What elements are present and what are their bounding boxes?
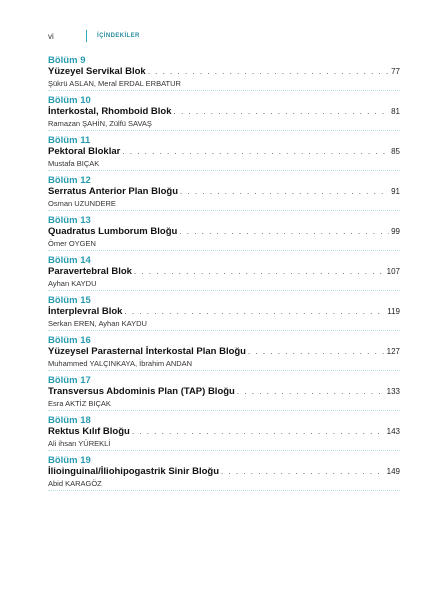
dot-leader [180, 186, 389, 197]
chapter-number: Bölüm 11 [48, 135, 91, 146]
page-reference: 81 [391, 107, 400, 116]
chapter-authors: Ayhan KAYDU [48, 279, 97, 288]
chapter-number: Bölüm 14 [48, 255, 91, 266]
dot-leader [248, 346, 385, 357]
chapter-number: Bölüm 19 [48, 455, 91, 466]
chapter-authors: Muhammed YALÇINKAYA, İbrahim ANDAN [48, 359, 193, 368]
chapter-number: Bölüm 15 [48, 295, 91, 306]
toc-entry[interactable] [48, 95, 400, 135]
chapter-authors: Esra AKTİZ BIÇAK [48, 399, 111, 408]
chapter-title: Pektoral Bloklar [48, 146, 121, 157]
chapter-title: Rektus Kılıf Bloğu [48, 426, 130, 437]
page-reference: 77 [391, 67, 400, 76]
chapter-title: Paravertebral Blok [48, 266, 132, 277]
page-reference: 99 [391, 227, 400, 236]
dot-leader [237, 386, 385, 397]
dot-leader [179, 226, 389, 237]
chapter-authors: Abid KARAGÖZ [48, 479, 102, 488]
toc-entry[interactable] [48, 255, 400, 295]
page-reference: 133 [386, 387, 400, 396]
chapter-number: Bölüm 9 [48, 55, 86, 66]
chapter-authors: Osman UZUNDERE [48, 199, 116, 208]
chapter-title: Yüzeysel Parasternal İnterkostal Plan Bloğu [48, 346, 246, 357]
header-title: İÇİNDEKİLER [97, 33, 140, 39]
page-number: vi [48, 31, 54, 41]
page-reference: 85 [391, 147, 400, 156]
page-header [48, 29, 400, 43]
chapter-authors: Ramazan ŞAHİN, Zülfü SAVAŞ [48, 119, 152, 128]
dot-leader [148, 66, 389, 77]
chapter-title: Quadratus Lumborum Bloğu [48, 226, 178, 237]
toc-entry[interactable] [48, 375, 400, 415]
chapter-authors: Şükrü ASLAN, Meral ERDAL ERBATUR [48, 79, 181, 88]
dot-leader [174, 106, 390, 117]
chapter-number: Bölüm 17 [48, 375, 91, 386]
chapter-title: İnterplevral Blok [48, 306, 123, 317]
toc-entry[interactable] [48, 295, 400, 335]
page-reference: 91 [391, 187, 400, 196]
toc-entry[interactable] [48, 135, 400, 175]
page-reference: 119 [387, 307, 400, 316]
toc-entry[interactable] [48, 455, 400, 495]
chapter-title: Serratus Anterior Plan Bloğu [48, 186, 179, 197]
chapter-title: Yüzeyel Servikal Blok [48, 66, 146, 77]
header-divider [86, 30, 87, 42]
chapter-number: Bölüm 18 [48, 415, 91, 426]
toc-entry[interactable] [48, 175, 400, 215]
page-reference: 107 [386, 267, 400, 276]
chapter-number: Bölüm 10 [48, 95, 91, 106]
table-of-contents [48, 55, 400, 495]
chapter-authors: Ali ihsan YÜREKLİ [48, 439, 111, 448]
page-reference: 127 [386, 347, 400, 356]
chapter-number: Bölüm 13 [48, 215, 91, 226]
toc-entry[interactable] [48, 55, 400, 95]
chapter-authors: Serkan EREN, Ayhan KAYDU [48, 319, 147, 328]
dot-leader [122, 146, 389, 157]
dot-leader [221, 466, 385, 477]
dot-leader [124, 306, 385, 317]
chapter-authors: Mustafa BIÇAK [48, 159, 100, 168]
chapter-title: İnterkostal, Rhomboid Blok [48, 106, 172, 117]
chapter-authors: Ömer OYGEN [48, 239, 96, 248]
page-reference: 149 [386, 467, 400, 476]
toc-entry[interactable] [48, 415, 400, 455]
page-reference: 143 [386, 427, 400, 436]
toc-entry[interactable] [48, 215, 400, 255]
dot-leader [132, 426, 385, 437]
toc-entry[interactable] [48, 335, 400, 375]
chapter-number: Bölüm 16 [48, 335, 91, 346]
chapter-title: Transversus Abdominis Plan (TAP) Bloğu [48, 386, 235, 397]
chapter-title: İlioinguinal/İliohipogastrik Sinir Bloğu [48, 466, 219, 477]
chapter-number: Bölüm 12 [48, 175, 91, 186]
dot-leader [134, 266, 385, 277]
